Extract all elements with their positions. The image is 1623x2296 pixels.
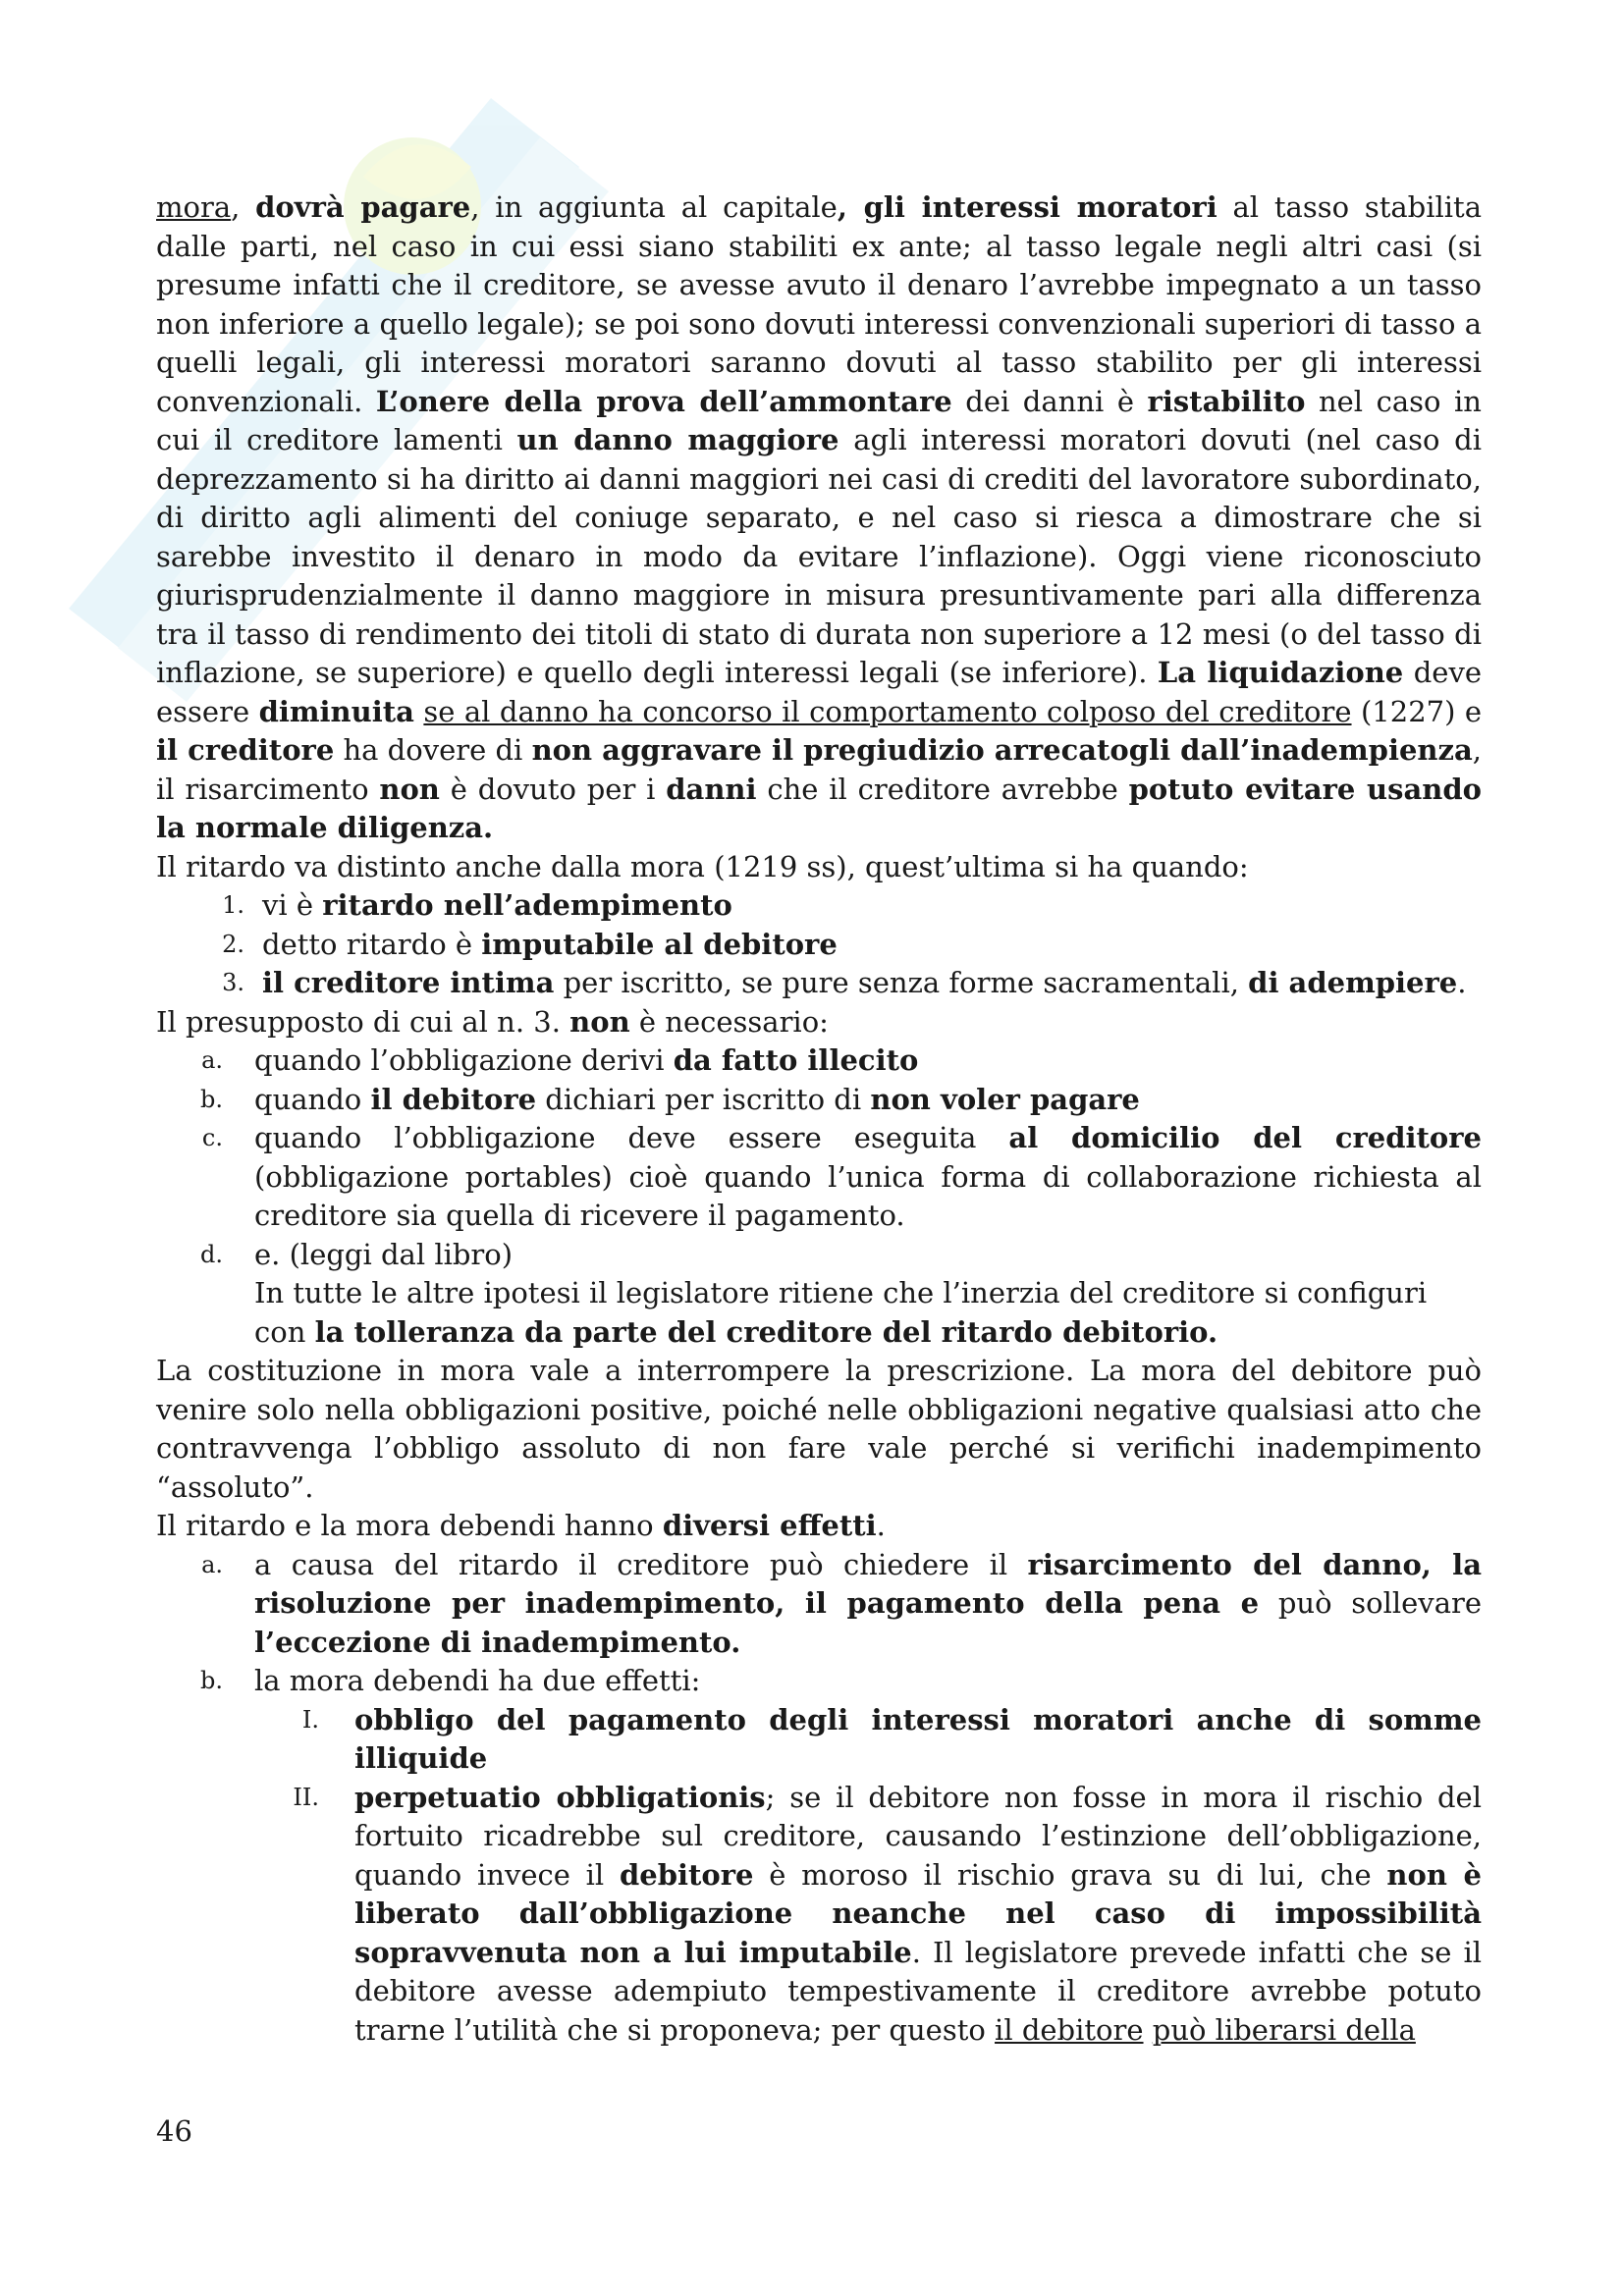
text-run: dichiari per iscritto di <box>536 1082 871 1116</box>
text-run: agli interessi moratori dovuti (nel caso di deprezzamento si ha diritto ai danni maggiori nei casi di crediti del lavoratore subordinato, di diritto agli alimenti del coniuge separato, e nel caso si riesca a dimostrare che si sarebbe investito il denaro in modo da evitare l’inflazione). Oggi viene riconosciuto giurisprudenzialmente il danno maggiore in misura presuntivamente pari alla differenza tra il tasso di rendimento dei titoli di stato di durata non superiore a 12 mesi (o del tasso di inflazione, se superiore) e quello degli interessi legali (se inferiore). <box>156 423 1482 689</box>
text-bold: non aggravare il pregiudizio arrecatogli dall’inadempienza <box>531 733 1473 767</box>
text-bold: ritardo nell’adempimento <box>322 888 732 922</box>
list-marker: II. <box>293 1783 319 1811</box>
list-marker: I. <box>301 1705 319 1734</box>
text-run: è dovuto per i <box>439 772 667 806</box>
text-bold: non voler pagare <box>870 1082 1140 1116</box>
list-item-continuation <box>254 1276 1427 1349</box>
list-marker: c. <box>201 1124 223 1151</box>
list-marker: b. <box>200 1667 223 1694</box>
text-run: . <box>876 1509 886 1542</box>
text-run: è necessario: <box>629 1004 829 1039</box>
list-item <box>156 1662 1482 1701</box>
text-run: è moroso il rischio grava su di lui, che <box>753 1857 1387 1892</box>
text-bold: perpetuatio obbligationis <box>354 1780 766 1814</box>
list-item <box>156 1041 1482 1081</box>
text-run: quando <box>254 1082 371 1116</box>
list-item <box>156 1546 1482 1663</box>
paragraph-presupposto <box>156 1003 1482 1042</box>
text-bold: debitore <box>619 1857 754 1892</box>
text-bold: diversi effetti <box>662 1509 877 1542</box>
list-item <box>156 926 1482 965</box>
text-bold: imputabile al debitore <box>481 927 838 961</box>
text-run: dalle parti, nel caso in cui essi siano stabiliti ex ante; al tasso legale negli altri casi (si presume infatti che il creditore, se avesse avuto il denaro l’avrebbe impegnato a un tasso non inferiore a quello legale); se poi sono dovuti interessi convenzionali superiori di tasso a quelli legali, gli interessi moratori saranno dovuti al tasso stabilito per gli interessi convenzionali. <box>156 229 1482 418</box>
text-bold: un danno maggiore <box>516 423 839 456</box>
text-run: al tasso stabilita <box>1217 190 1482 224</box>
text-run: dei danni è <box>951 384 1148 418</box>
paragraph-first-line <box>156 188 1482 228</box>
lettered-list-eccezioni <box>156 1041 1482 1352</box>
text-run: Il presupposto di cui al n. 3. <box>156 1004 570 1039</box>
text-run: e. (leggi dal libro) <box>254 1237 514 1271</box>
text-bold: diminuita <box>258 694 414 728</box>
text-run: per iscritto, se pure senza forme sacramentali, <box>554 966 1249 999</box>
text-bold: il debitore <box>370 1082 537 1116</box>
text-bold: ristabilito <box>1147 384 1306 418</box>
text-underlined: può liberarsi della <box>1152 2012 1416 2047</box>
text-run: la mora debendi ha due effetti: <box>254 1664 701 1697</box>
text-run: quando l’obbligazione derivi <box>254 1043 674 1077</box>
text-bold: al domicilio del creditore <box>1008 1121 1482 1154</box>
list-item <box>156 886 1482 926</box>
list-item <box>156 1701 1482 1779</box>
text-bold: L’onere della prova dell’ammontare <box>375 384 952 418</box>
text-bold: non è liberato dall’obbligazione neanche nel caso di impossibilità sopravvenuta non a lui imputabile <box>354 1857 1482 1969</box>
text-bold: la tolleranza da parte del creditore del ritardo debitorio. <box>314 1314 1218 1349</box>
text-run: nel caso in cui il creditore lamenti <box>156 384 1482 456</box>
text-run: . <box>1457 966 1467 999</box>
list-marker: 2. <box>222 930 244 958</box>
roman-list-mora-effetti <box>156 1701 1482 2051</box>
text-run: detto ritardo è <box>262 927 482 961</box>
paragraph-costituzione-mora: La costituzione in mora vale a interrompere la prescrizione. La mora del debitore può venire solo nella obbligazioni positive, poiché nelle obbligazioni negative qualsiasi atto che contravvenga l’obbligo assoluto di non fare vale perché si verifichi inadempimento “assoluto”. <box>156 1354 1482 1504</box>
text-underlined: il debitore <box>995 2012 1144 2047</box>
text-bold: obbligo del pagamento degli interessi moratori anche di somme illiquide <box>354 1702 1482 1775</box>
list-marker: d. <box>200 1240 223 1268</box>
text-run: , il risarcimento <box>156 733 1482 806</box>
text-bold: da fatto illecito <box>673 1043 919 1077</box>
text-bold: risarcimento del danno, la risoluzione per inadempimento, il pagamento della pena e <box>254 1547 1482 1620</box>
text-run: quando l’obbligazione deve essere eseguita <box>254 1121 1009 1154</box>
text-bold: , gli interessi moratori <box>837 190 1217 224</box>
text-run: vi è <box>262 888 323 922</box>
text-run: deve essere <box>156 656 1482 728</box>
text-bold: l’eccezione di inadempimento. <box>254 1625 741 1659</box>
text-bold: danni <box>666 772 757 806</box>
list-item <box>156 964 1482 1003</box>
text-run: (obbligazione portables) cioè quando l’unica forma di collaborazione richiesta al creditore sia quella di ricevere il pagamento. <box>254 1159 1482 1232</box>
text-run: (1227) e <box>1351 694 1483 728</box>
numbered-list-requisiti <box>156 886 1482 1003</box>
text-underlined: mora <box>156 190 232 224</box>
text-bold: il creditore intima <box>262 966 555 999</box>
list-item <box>156 1779 1482 2051</box>
text-run: che il creditore avrebbe <box>756 772 1129 806</box>
text-run <box>414 695 423 728</box>
text-run: a causa del ritardo il creditore può chiedere il <box>254 1547 1028 1581</box>
text-bold: di adempiere <box>1248 966 1458 999</box>
paragraph-ritardo-mora: Il ritardo va distinto anche dalla mora (1219 ss), quest’ultima si ha quando: <box>156 849 1249 883</box>
paragraph-interessi-moratori <box>156 188 1482 848</box>
list-item <box>156 1119 1482 1236</box>
list-item <box>156 1081 1482 1120</box>
text-bold: dovrà pagare <box>255 190 471 224</box>
lettered-list-effetti <box>156 1546 1482 1701</box>
text-bold: potuto evitare usando la normale diligenza. <box>156 772 1482 844</box>
body-text <box>156 188 1482 2050</box>
list-item <box>156 1236 1482 1353</box>
text-bold: il creditore <box>156 733 335 767</box>
text-bold: non <box>569 1004 630 1039</box>
text-run <box>1144 2013 1153 2047</box>
text-run: , <box>231 190 256 224</box>
list-marker: b. <box>200 1085 223 1113</box>
list-marker: a. <box>201 1046 223 1074</box>
page-number: 46 <box>156 2114 192 2148</box>
list-marker: 1. <box>222 891 244 919</box>
text-run: , in aggiunta al capitale <box>470 190 838 224</box>
text-run: . Il legislatore prevede infatti che se il debitore avesse adempiuto tempestivamente il creditore avrebbe potuto trarne l’utilità che si proponeva; per questo <box>354 1935 1483 2047</box>
list-marker: 3. <box>222 969 244 996</box>
text-run: In tutte le altre ipotesi il legislatore ritiene che l’inerzia del creditore si configuri con <box>254 1276 1428 1349</box>
text-bold: non <box>379 772 440 806</box>
text-run: ha dovere di <box>334 733 532 767</box>
text-run: può sollevare <box>1259 1586 1483 1620</box>
text-run: Il ritardo e la mora debendi hanno <box>156 1509 663 1542</box>
list-marker: a. <box>201 1550 223 1578</box>
text-underlined: se al danno ha concorso il comportamento colposo del creditore <box>423 694 1352 728</box>
text-run: ; se il debitore non fosse in mora il rischio del fortuito ricadrebbe sul creditore, causando l’estinzione dell’obbligazione, quando invece il <box>354 1780 1482 1892</box>
text-bold: La liquidazione <box>1157 656 1404 689</box>
paragraph-effetti <box>156 1507 1482 1546</box>
